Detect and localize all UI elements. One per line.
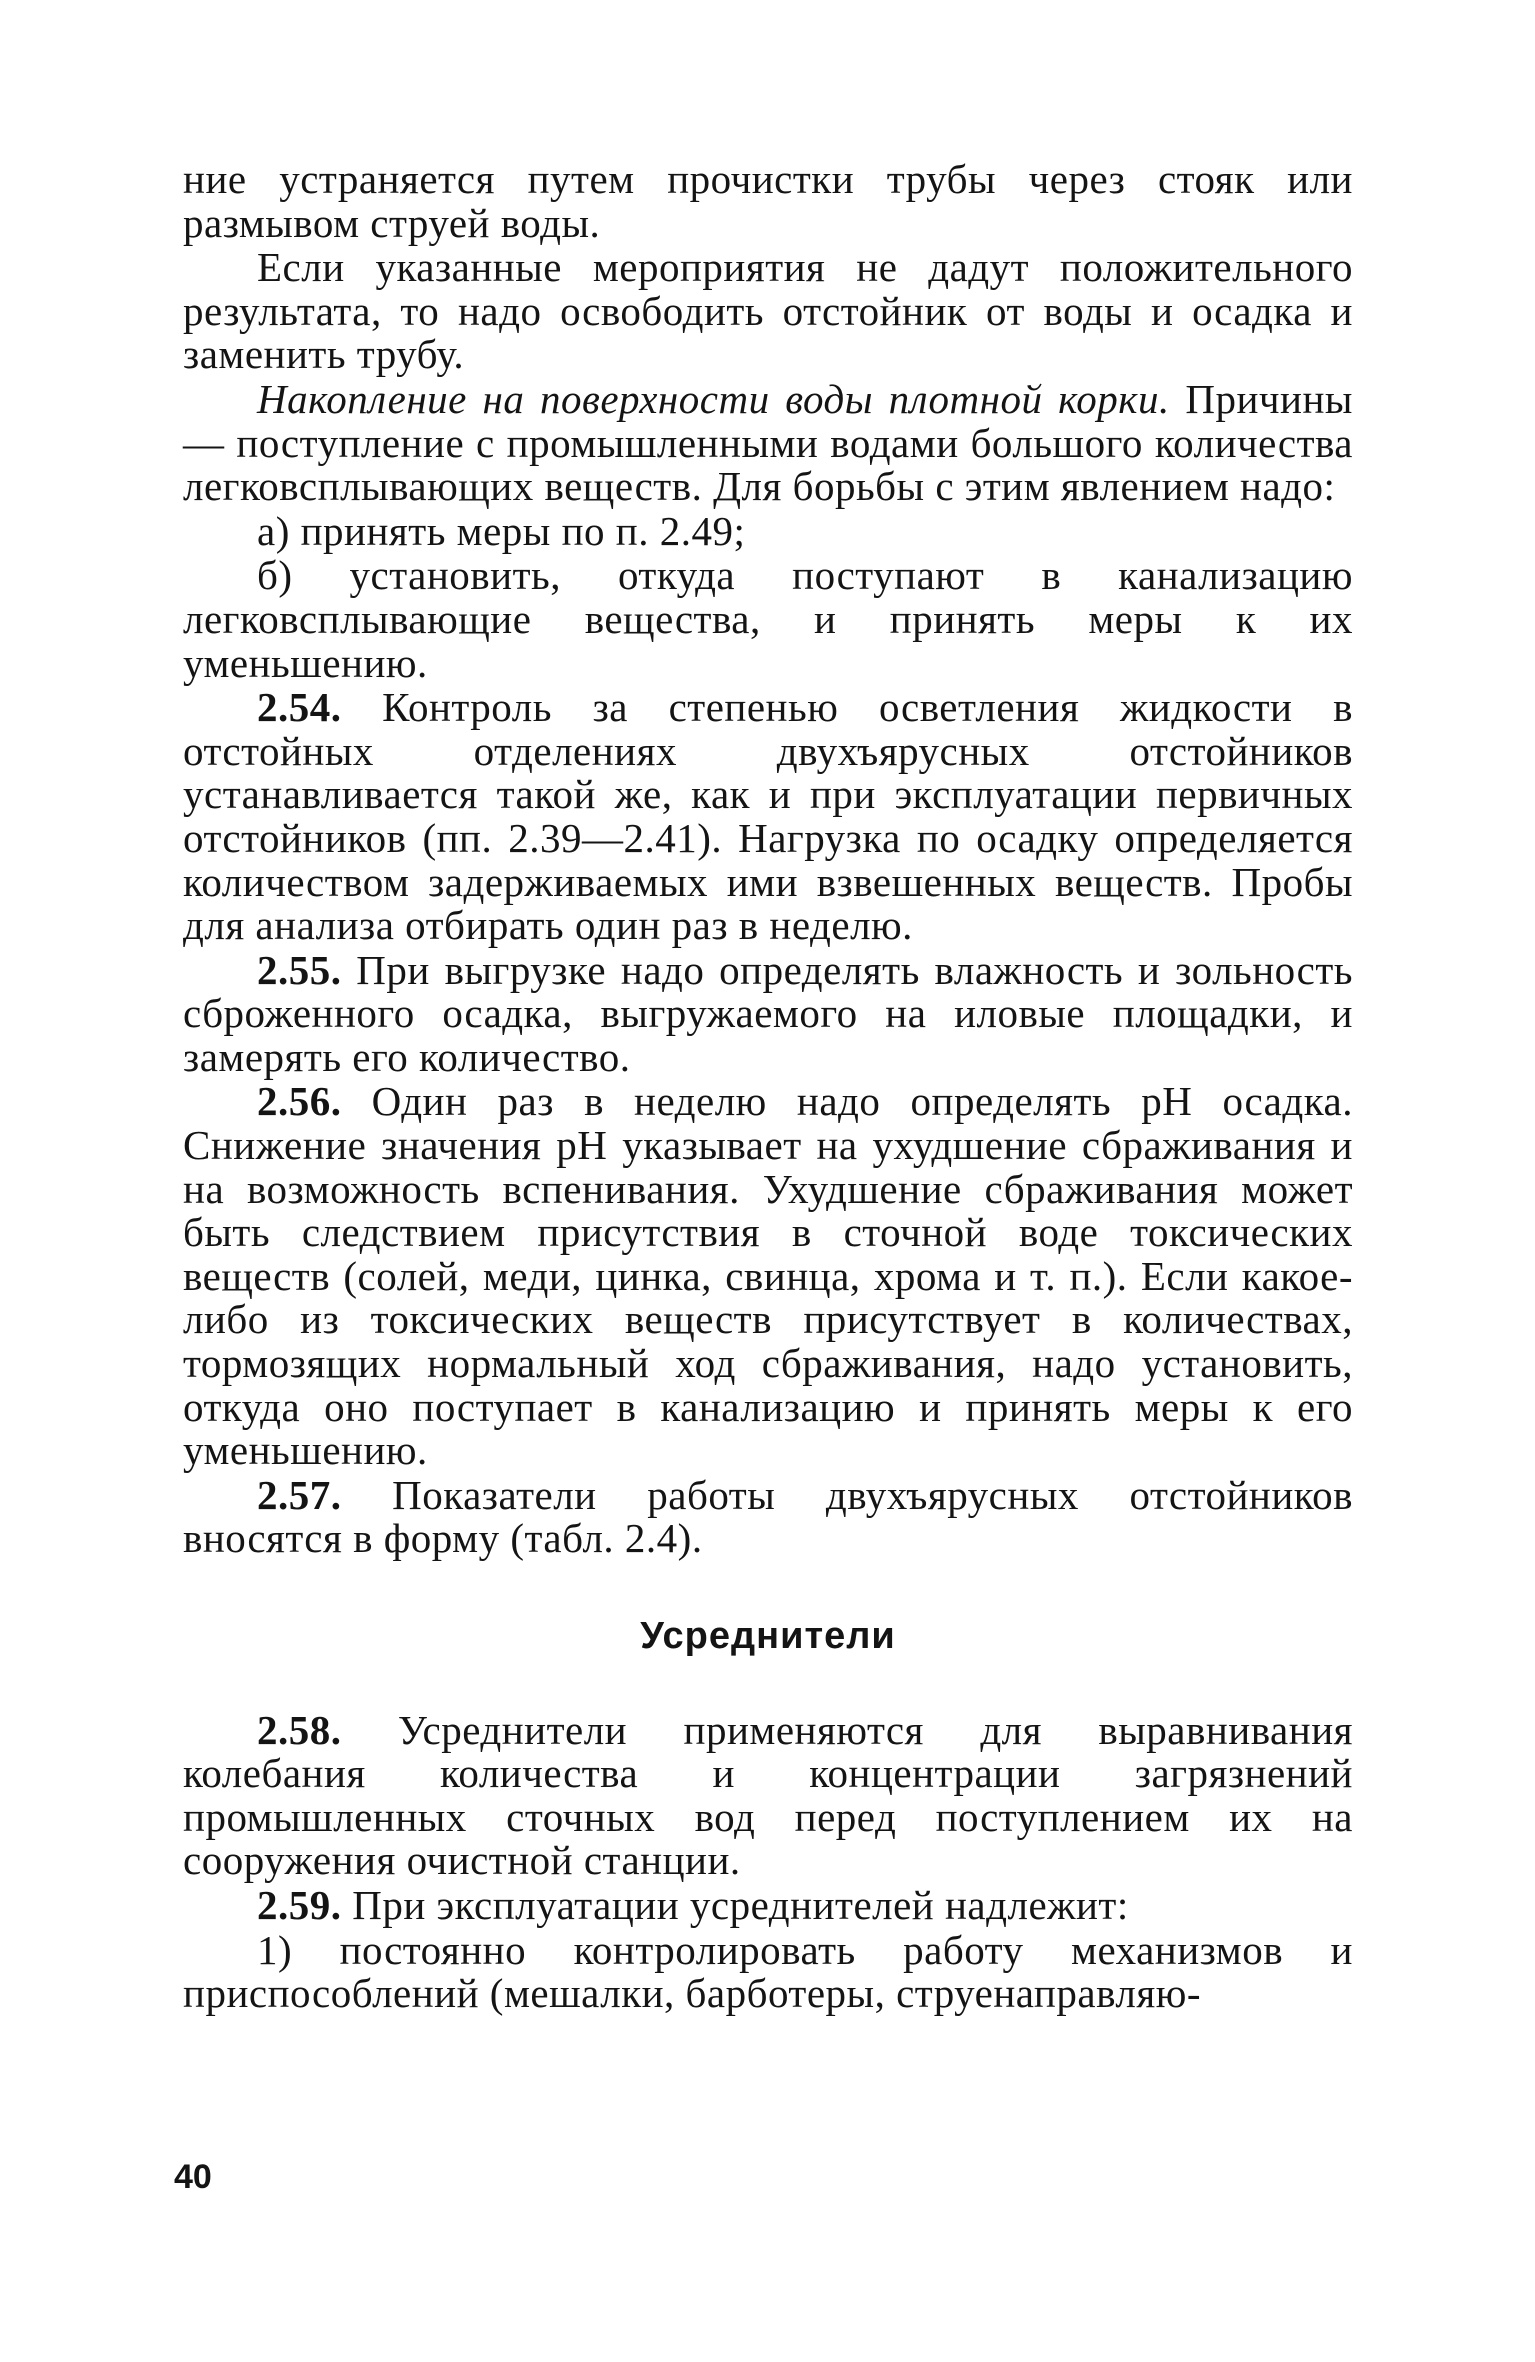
paragraph: ние устраняется путем прочистки трубы через стояк или размывом струей воды.: [183, 156, 1353, 246]
section-paragraph: 2.54. Контроль за степенью осветления жидкости в отстойных отделениях двухъярусных отстойников устанавливается такой же, как и при эксплуатации первичных отстойников (пп. 2.39—2.41). Нагрузка по осадку определяется количеством задерживаемых ими взвешенных веществ. Пробы для анализа отбирать один раз в неделю.: [183, 684, 1353, 949]
section-number: 2.55.: [257, 946, 342, 993]
section-paragraph: 2.57. Показатели работы двухъярусных отстойников вносятся в форму (табл. 2.4).: [183, 1471, 1353, 1562]
list-item: а) принять меры по п. 2.49;: [257, 507, 746, 554]
section-number: 2.58.: [257, 1706, 342, 1753]
list-item: 1) постоянно контролировать работу механизмов и приспособлений (мешалки, барботеры, струенаправляю-: [183, 1926, 1353, 2017]
section-paragraph: 2.59. При эксплуатации усреднителей надлежит:: [257, 1881, 1129, 1928]
list-item: б) установить, откуда поступают в канализацию легковсплывающие вещества, и принять меры к их уменьшению.: [183, 552, 1353, 686]
section-paragraph: 2.58. Усреднители применяются для выравнивания колебания количества и концентрации загрязнений промышленных сточных вод перед поступлением их на сооружения очистной станции.: [183, 1706, 1353, 1884]
section-number: 2.57.: [257, 1471, 342, 1518]
section-paragraph: 2.56. Один раз в неделю надо определять рН осадка. Снижение значения рН указывает на ухудшение сбраживания и на возможность вспенивания. Ухудшение сбраживания может быть следствием присутствия в сточной воде токсических веществ (солей, меди, цинка, свинца, хрома и т. п.). Если какое-либо из токсических веществ присутствует в количествах, тормозящих нормальный ход сбраживания, надо установить, откуда оно поступает в канализацию и принять меры к его уменьшению.: [183, 1078, 1353, 1474]
paragraph: Накопление на поверхности воды плотной корки. Причины — поступление с промышленными водами большого количества легковсплывающих веществ. Для борьбы с этим явлением надо:: [183, 375, 1353, 510]
body-text: [183, 158, 1353, 2016]
section-paragraph: 2.55. При выгрузке надо определять влажность и зольность сброженного осадка, выгружаемого на иловые площадки, и замерять его количество.: [183, 946, 1353, 1080]
section-heading: Усреднители: [640, 1615, 896, 1657]
section-number: 2.56.: [257, 1078, 342, 1125]
section-number: 2.54.: [257, 684, 342, 731]
page-number: 40: [174, 2158, 212, 2196]
italic-lead: Накопление на поверхности воды плотной корки.: [257, 375, 1170, 422]
section-number: 2.59.: [257, 1881, 342, 1928]
paragraph: Если указанные мероприятия не дадут положительного результата, то надо освободить отстойник от воды и осадка и заменить трубу.: [183, 244, 1353, 378]
